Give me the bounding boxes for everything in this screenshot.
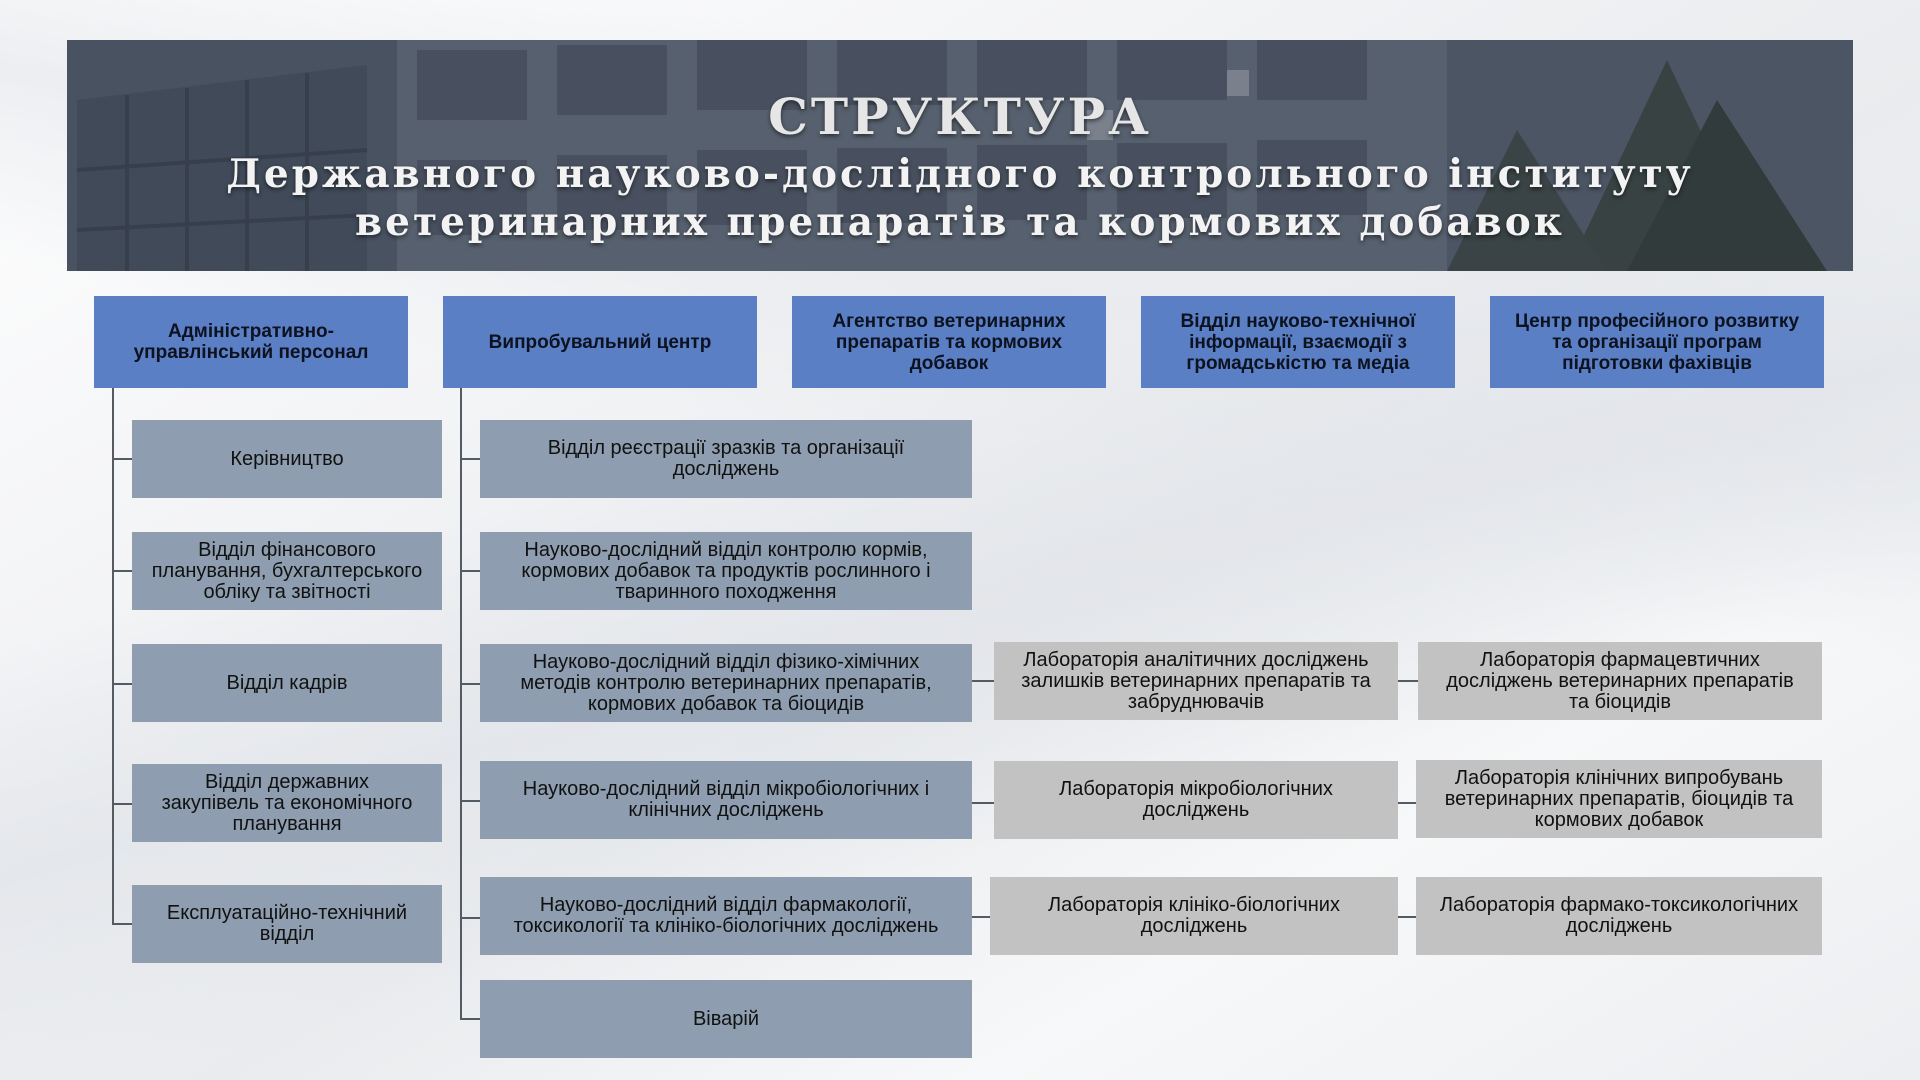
lab-pharmaceutical: Лабораторія фармацевтичних досліджень ветеринарних препаратів та біоцидів	[1418, 642, 1822, 720]
admin-unit-hr: Відділ кадрів	[132, 644, 442, 722]
lab-residue-analysis: Лабораторія аналітичних досліджень залишків ветеринарних препаратів та забруднювачів	[994, 642, 1398, 720]
connector-center-3	[460, 683, 480, 685]
header-vet-agency: Агентство ветеринарних препаратів та кормових добавок	[792, 296, 1106, 388]
header-info-department: Відділ науково-технічної інформації, взаємодії з громадськістю та медіа	[1141, 296, 1455, 388]
lab-microbiology: Лабораторія мікробіологічних досліджень	[994, 761, 1398, 839]
admin-unit-procurement: Відділ державних закупівель та економічного планування	[132, 764, 442, 842]
admin-unit-management: Керівництво	[132, 420, 442, 498]
center-unit-feed-control: Науково-дослідний відділ контролю кормів, кормових добавок та продуктів рослинного і тваринного походження	[480, 532, 972, 610]
connector-center-6	[460, 1018, 480, 1020]
header-admin-staff: Адміністративно- управлінський персонал	[94, 296, 408, 388]
center-unit-physicochemical: Науково-дослідний відділ фізико-хімічних методів контролю ветеринарних препаратів, кормових добавок та біоцидів	[480, 644, 972, 722]
connector-center-2	[460, 570, 480, 572]
connector-center-4	[460, 800, 480, 802]
page-subtitle-line-1: Державного науково-дослідного контрольного інституту	[226, 151, 1694, 197]
connector-center-1	[460, 458, 480, 460]
lab-clinical-biology: Лабораторія клініко-біологічних досліджень	[990, 877, 1398, 955]
connector-admin-2	[112, 570, 132, 572]
page-title: СТРУКТУРА	[768, 87, 1152, 146]
connector-admin-3	[112, 683, 132, 685]
lab-pharmaco-toxicology: Лабораторія фармако-токсикологічних досліджень	[1416, 877, 1822, 955]
header-banner	[67, 40, 1853, 271]
connector-center-trunk	[460, 388, 462, 1020]
connector-admin-5	[112, 923, 132, 925]
connector-admin-1	[112, 458, 132, 460]
header-testing-center: Випробувальний центр	[443, 296, 757, 388]
center-unit-registration: Відділ реєстрації зразків та організації досліджень	[480, 420, 972, 498]
connector-admin-trunk	[112, 388, 114, 924]
connector-center-5	[460, 917, 480, 919]
center-unit-pharmacology: Науково-дослідний відділ фармакології, токсикології та клініко-біологічних досліджень	[480, 877, 972, 955]
admin-unit-maintenance: Експлуатаційно-технічний відділ	[132, 885, 442, 963]
lab-clinical-trials: Лабораторія клінічних випробувань ветеринарних препаратів, біоцидів та кормових добавок	[1416, 760, 1822, 838]
center-unit-vivarium: Віварій	[480, 980, 972, 1058]
header-training-center: Центр професійного розвитку та організації програм підготовки фахівців	[1490, 296, 1824, 388]
admin-unit-finance: Відділ фінансового планування, бухгалтерського обліку та звітності	[132, 532, 442, 610]
page-subtitle-line-2: ветеринарних препаратів та кормових добавок	[355, 199, 1565, 245]
center-unit-microbiology: Науково-дослідний відділ мікробіологічних і клінічних досліджень	[480, 761, 972, 839]
connector-admin-4	[112, 803, 132, 805]
